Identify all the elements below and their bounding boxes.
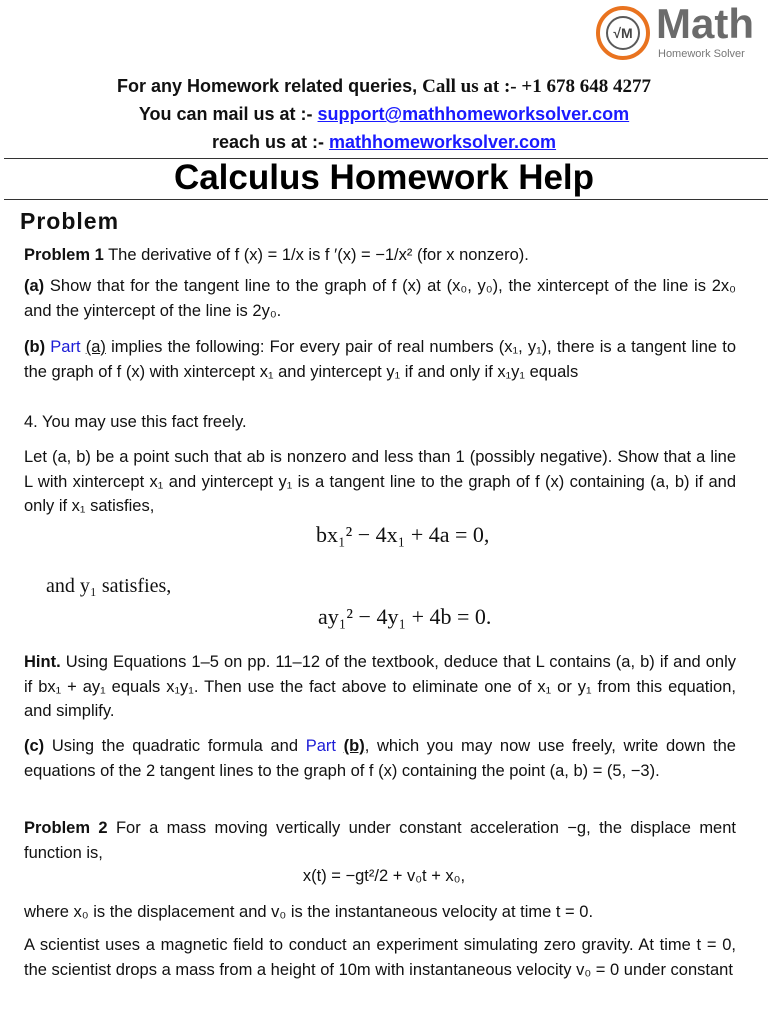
divider-bottom	[4, 199, 768, 200]
part-ref: (b)	[343, 737, 365, 755]
logo-tagline: Homework Solver	[658, 48, 745, 60]
part-link[interactable]: Part	[305, 737, 336, 755]
problem2-intro: Problem 2 For a mass moving vertically under constant acceleration −g, the displace ment function is,	[24, 819, 736, 862]
brand-logo	[594, 0, 768, 66]
and-y1-text: and y₁ satisfies,	[46, 575, 172, 597]
part-ref: (a)	[85, 338, 106, 356]
section-heading: Problem	[20, 208, 120, 234]
problem1-part-c: (c) Using the quadratic formula and Part (b), which you may now use freely, write down the equations of the 2 tangent lines to the graph of f (x) containing the point (a, b) = (5, −3).	[24, 737, 736, 780]
phone-number: Call us at :- +1 678 648 4277	[422, 76, 651, 97]
page-title: Calculus Homework Help	[173, 158, 595, 197]
contact-call-line: For any Homework related queries, Call us at :- +1 678 648 4277	[117, 76, 651, 97]
website-link[interactable]: mathhomeworksolver.com	[328, 132, 557, 152]
displacement-formula: x(t) = −gt²/2 + v₀t + x₀,	[302, 867, 466, 885]
contact-mail-line: You can mail us at :- support@mathhomeworksolver.com	[138, 104, 630, 124]
email-link[interactable]: support@mathhomeworksolver.com	[317, 104, 630, 124]
contact-web-line: reach us at :- mathhomeworksolver.com	[211, 132, 557, 152]
part-link[interactable]: Part	[50, 338, 81, 356]
logo-mark-icon: √M	[596, 6, 650, 60]
problem1-label: Problem 1	[24, 246, 104, 264]
equation-1: bx₁² − 4x₁ + 4a = 0,	[316, 522, 490, 547]
problem2-label: Problem 2	[24, 819, 108, 837]
problem1-part-b: (b) Part (a) implies the following: For every pair of real numbers (x₁, y₁), there is a tangent line to the graph of f (x) with xintercept x₁ and yintercept y₁ if and only if x₁y₁ equals	[24, 338, 736, 381]
problem1-let-text: Let (a, b) be a point such that ab is nonzero and less than 1 (possibly negative). Show that a line L with xintercept x₁ and yintercept y₁ is a tangent line to the graph of f (x) containing (a, b) if and only if x₁ satisfies,	[24, 448, 736, 515]
logo-word: Math	[656, 0, 754, 47]
problem1-hint: Hint. Using Equations 1–5 on pp. 11–12 of the textbook, deduce that L contains (a, b) if and only if bx₁ + ay₁ equals x₁y₁. Then use the fact above to eliminate one of x₁ or y₁ from this equation, and simplify.	[24, 653, 736, 720]
problem2-scientist: A scientist uses a magnetic field to conduct an experiment simulating zero gravity. At time t = 0, the scientist drops a mass from a height of 10m with instantaneous velocity v₀ = 0 under constant	[24, 936, 736, 979]
equation-2: ay₁² − 4y₁ + 4b = 0.	[318, 604, 492, 629]
problem2-where: where x₀ is the displacement and v₀ is the instantaneous velocity at time t = 0.	[24, 903, 594, 921]
problem1-part-b-cont: 4. You may use this fact freely.	[24, 413, 247, 431]
problem1-intro: Problem 1 The derivative of f (x) = 1/x is f ′(x) = −1/x² (for x nonzero).	[24, 246, 529, 264]
problem1-part-a: (a) Show that for the tangent line to the graph of f (x) at (x₀, y₀), the xintercept of the line is 2x₀ and the yintercept of the line is 2y₀.	[24, 277, 736, 320]
